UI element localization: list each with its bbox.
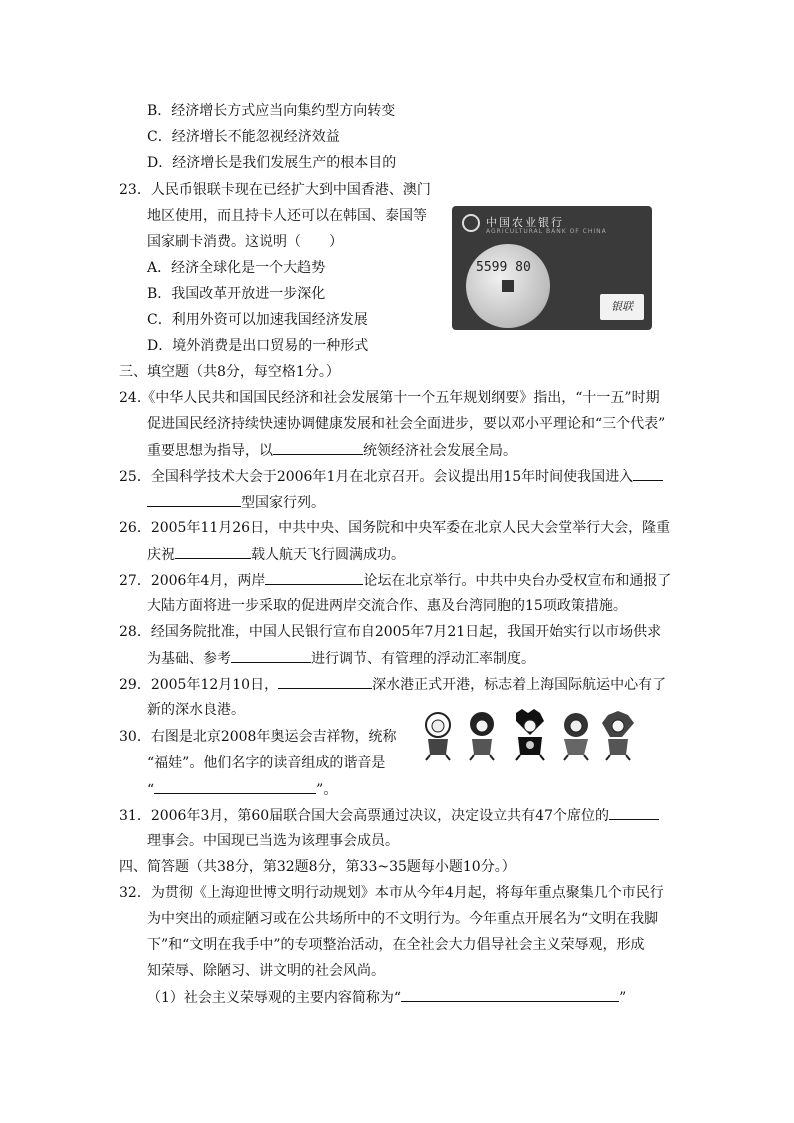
mascot-jingjing-icon (470, 712, 494, 760)
q28-line2-after: 进行调节、有管理的浮动汇率制度。 (311, 651, 535, 667)
q31-line2: 理事会。中国现已当选为该理事会成员。 (147, 833, 399, 849)
q28-line2-before: 为基础、参考 (147, 651, 231, 667)
q29-line2: 新的深水良港。 (147, 702, 245, 718)
q22-option-d: D．经济增长是我们发展生产的根本目的 (147, 155, 397, 171)
q29-line1-before: 29．2005年12月10日， (119, 677, 279, 693)
q24-line1: 24.《中华人民共和国国民经济和社会发展第十一个五年规划纲要》指出，“十一五”时期 (119, 390, 660, 406)
q32-sub1-before: （1）社会主义荣辱观的主要内容简称为“ (147, 990, 402, 1006)
q23-stem-line2: 地区使用，而且持卡人还可以在韩国、泰国等 (147, 208, 427, 224)
q23-option-c: C．利用外资可以加速我国经济发展 (147, 312, 368, 328)
q30-line2: “福娃”。他们名字的读音组成的谐音是 (147, 755, 386, 771)
q26-line2-before: 庆祝 (147, 547, 175, 563)
q29-answer-blank[interactable] (278, 674, 372, 689)
q28-answer-blank[interactable] (231, 648, 311, 663)
q26-line1: 26．2005年11月26日，中共中央、国务院和中央军委在北京人民大会堂举行大会，隆重 (119, 520, 671, 536)
q24-answer-blank[interactable] (273, 440, 363, 455)
q30-answer-blank[interactable] (154, 779, 316, 794)
q26-answer-blank[interactable] (175, 544, 251, 559)
q24-line2: 促进国民经济持续快速协调健康发展和社会全面进步，要以邓小平理论和“三个代表” (147, 416, 666, 432)
card-bank-subtitle: AGRICULTURAL BANK OF CHINA (486, 228, 607, 235)
q32-sub1-answer-blank[interactable] (401, 987, 619, 1002)
mascot-beibei-icon (426, 713, 450, 760)
q30-line3 (147, 779, 337, 800)
q23-option-b: B．我国改革开放进一步深化 (147, 286, 326, 302)
q25-line2-after: 型国家行列。 (241, 495, 325, 511)
q28-line2 (147, 648, 535, 669)
q22-option-c: C．经济增长不能忽视经济效益 (147, 129, 340, 145)
q31-answer-blank[interactable] (609, 805, 659, 820)
q26-line2 (147, 544, 405, 565)
q32-subquestion-1 (147, 987, 626, 1008)
q32-line2: 为中突出的顽症陋习或在公共场所中的不文明行为。今年重点开展名为“文明在我脚 (147, 911, 659, 927)
mascot-nini-icon (602, 711, 634, 760)
q32-line4: 知荣辱、除陋习、讲文明的社会风尚。 (147, 963, 385, 979)
q23-option-d: D．境外消费是出口贸易的一种形式 (147, 338, 369, 354)
q32-line3: 下”和“文明在我手中”的专项整治活动，在全社会大力倡导社会主义荣辱观，形成 (147, 937, 645, 953)
q29-line1-after: 深水港正式开港，标志着上海国际航运中心有了 (372, 677, 667, 693)
q27-line2: 大陆方面将进一步采取的促进两岸交流合作、惠及台湾同胞的15项政策措施。 (147, 598, 627, 614)
q23-option-a: A．经济全球化是一个大趋势 (147, 260, 326, 276)
section3-heading: 三、填空题（共8分，每空格1分。） (119, 364, 340, 380)
coin-emblem-icon (466, 244, 550, 328)
q27-line1-after: 论坛在北京举行。中共中央台办受权宣布和通报了 (363, 573, 672, 589)
q24-line3 (147, 440, 517, 461)
q25-line2 (147, 492, 325, 513)
mascot-huanhuan-icon (516, 709, 544, 760)
section4-heading: 四、简答题（共38分，第32题8分，第33~35题每小题10分。） (119, 859, 516, 875)
q24-line3-after: 统领经济社会发展全局。 (363, 443, 517, 459)
q26-line2-after: 载人航天飞行圆满成功。 (251, 547, 405, 563)
q24-line3-before: 重要思想为指导，以 (147, 443, 273, 459)
q25-line1 (119, 466, 663, 487)
q27-line1-before: 27．2006年4月，两岸 (119, 573, 266, 589)
q22-option-b: B．经济增长方式应当向集约型方向转变 (147, 103, 396, 119)
card-bank-name: 中国农业银行 (486, 216, 564, 229)
q28-line1: 28．经国务院批准，中国人民银行宣布自2005年7月21日起，我国开始实行以市场供求 (119, 624, 662, 640)
bank-logo-icon (462, 214, 480, 232)
q30-close-quote: ”。 (316, 782, 338, 798)
q30-open-quote: “ (147, 782, 155, 798)
mascot-yingying-icon (564, 713, 588, 760)
q31-line1 (119, 805, 659, 826)
bank-card-image (452, 206, 652, 330)
q25-answer-blank-start[interactable] (633, 466, 663, 481)
coin-square-hole (502, 280, 514, 292)
card-number: 5599 80 (476, 260, 531, 275)
q25-line1-text: 25．全国科学技术大会于2006年1月在北京召开。会议提出用15年时间使我国进入 (119, 469, 634, 485)
q29-line1 (119, 674, 666, 695)
q30-line1: 30．右图是北京2008年奥运会吉祥物，统称 (119, 729, 397, 745)
unionpay-logo: 银联 (600, 294, 644, 320)
q23-stem-line3: 国家刷卡消费。这说明（ ） (147, 234, 343, 250)
q27-answer-blank[interactable] (265, 570, 363, 585)
q27-line1 (119, 570, 671, 591)
q23-stem-line1: 23．人民币银联卡现在已经扩大到中国香港、澳门 (119, 182, 431, 198)
q31-line1-text: 31．2006年3月，第60届联合国大会高票通过决议，决定设立共有47个席位的 (119, 808, 609, 824)
q32-sub1-after: ” (619, 990, 627, 1006)
q32-line1: 32．为贯彻《上海迎世博文明行动规划》本市从今年4月起，将每年重点聚集几个市民行 (119, 885, 664, 901)
q25-answer-blank[interactable] (147, 492, 241, 507)
olympic-mascots-image (418, 709, 640, 761)
